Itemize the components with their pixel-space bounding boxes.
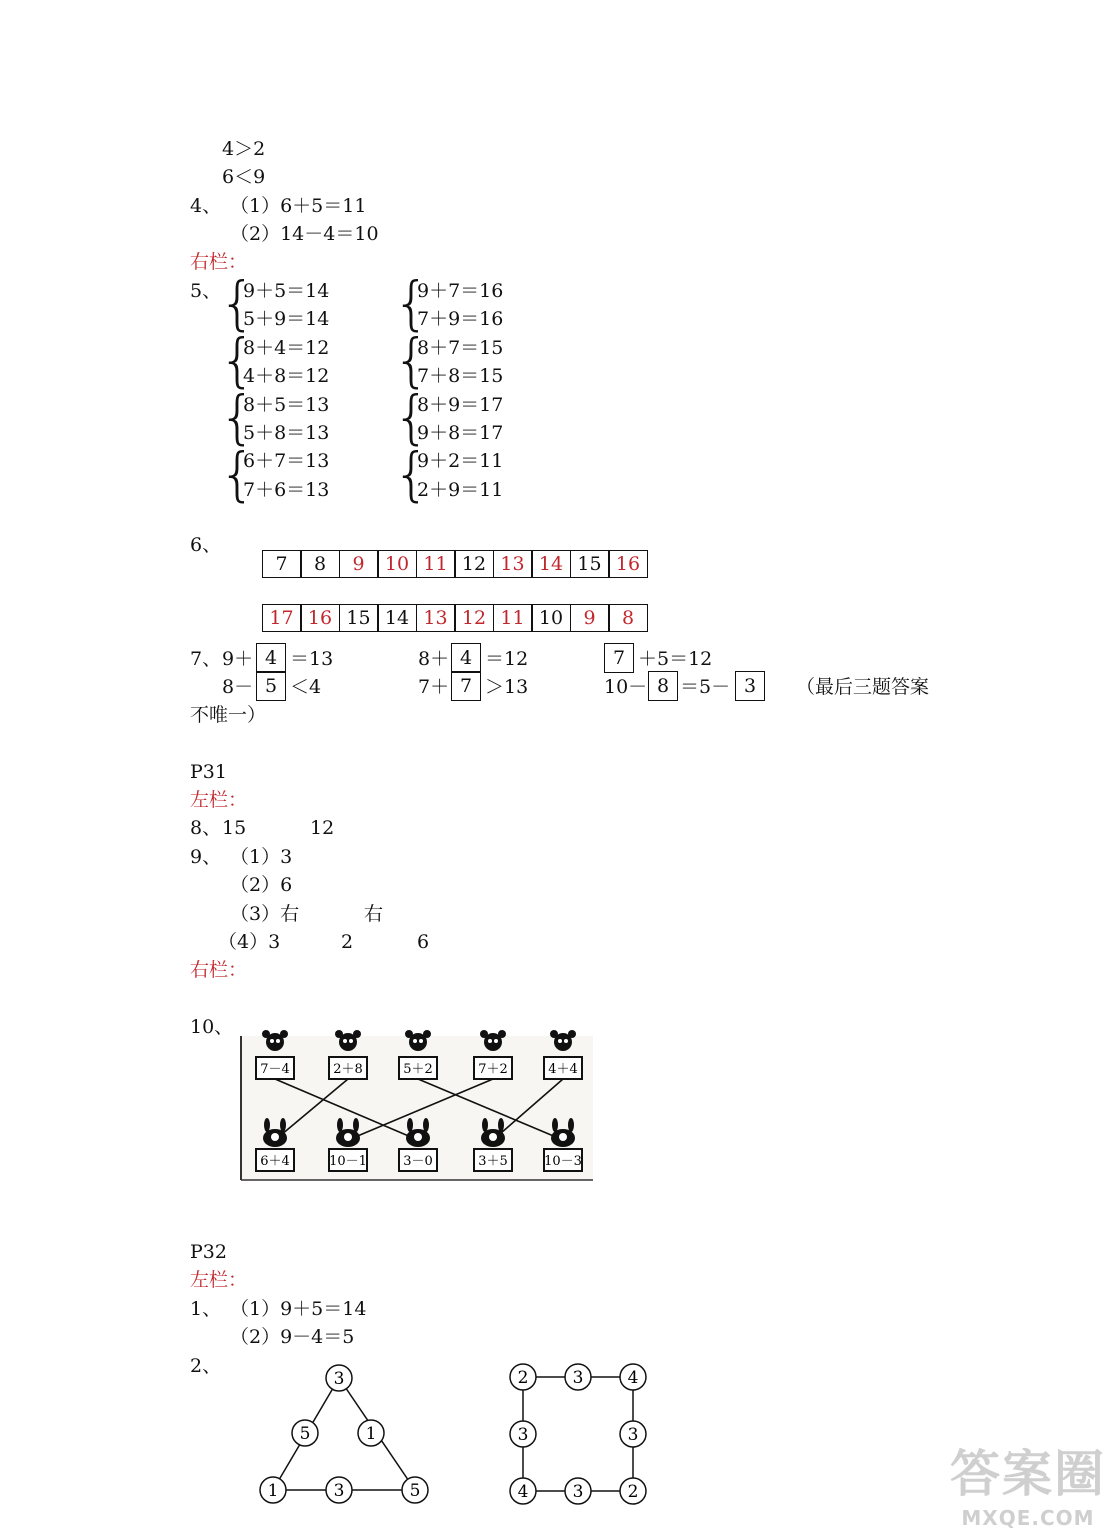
sequence-cell: 15 <box>570 550 610 578</box>
svg-text:2: 2 <box>627 1482 639 1502</box>
equation: 9＋5＝14 <box>243 280 330 302</box>
svg-text:1: 1 <box>267 1481 279 1501</box>
equation-part: 7＋ <box>418 676 450 698</box>
number-node <box>326 1365 352 1391</box>
sequence-cell: 9 <box>339 550 379 578</box>
answer-line: （2）6 <box>230 874 293 896</box>
triangle-diagram <box>250 1358 440 1508</box>
expression-label: 10－3 <box>544 1154 582 1169</box>
answer-value: 12 <box>310 817 335 839</box>
page-heading: P31 <box>190 761 227 783</box>
equation: 5＋9＝14 <box>243 308 330 330</box>
sequence-cell: 16 <box>608 550 648 578</box>
equation-part: ＝13 <box>290 648 334 670</box>
equation-part: ＋5＝12 <box>638 648 713 670</box>
equation: 9＋2＝11 <box>417 450 504 472</box>
svg-text:3: 3 <box>572 1482 584 1502</box>
equation: 6＋7＝13 <box>243 450 330 472</box>
expression-label: 5＋2 <box>403 1062 433 1077</box>
number-sequence-row <box>263 550 648 578</box>
brace: { <box>219 269 256 337</box>
answer-value: 6 <box>417 931 430 953</box>
answer-line: （4）3 <box>218 931 281 953</box>
number-node <box>510 1364 536 1390</box>
expression-label: 4＋4 <box>548 1062 578 1077</box>
matching-figure <box>238 1022 598 1184</box>
svg-text:3: 3 <box>333 1481 345 1501</box>
answer-line: （3）右 <box>230 903 300 925</box>
sequence-cell: 8 <box>608 604 648 632</box>
answer-value: 右 <box>364 903 384 925</box>
answer-box: 3 <box>735 671 765 701</box>
number-node <box>620 1364 646 1390</box>
question-number: 10、 <box>190 1016 234 1038</box>
number-node <box>292 1420 318 1446</box>
equation-part: ＞13 <box>485 676 529 698</box>
question-number: 1、 <box>190 1298 222 1320</box>
equation-part: ＜4 <box>290 676 322 698</box>
number-node <box>620 1478 646 1504</box>
svg-text:2: 2 <box>517 1368 529 1388</box>
sequence-cell: 14 <box>377 604 417 632</box>
answer-line: 4＞2 <box>222 138 266 160</box>
answer-line: （2）9－4＝5 <box>230 1326 355 1348</box>
svg-text:3: 3 <box>517 1425 529 1445</box>
answer-box: 7 <box>604 643 634 673</box>
equation-part: 8＋ <box>418 648 450 670</box>
expression-label: 3－0 <box>403 1154 433 1169</box>
sequence-cell: 11 <box>416 550 456 578</box>
equation-part: 8－ <box>222 676 254 698</box>
sequence-cell: 13 <box>416 604 456 632</box>
equation: 4＋8＝12 <box>243 365 330 387</box>
question-number: 2、 <box>190 1355 222 1377</box>
expression-label: 2＋8 <box>333 1062 363 1077</box>
equation: 5＋8＝13 <box>243 422 330 444</box>
equation: 8＋7＝15 <box>417 337 504 359</box>
note: 不唯一） <box>190 704 267 726</box>
equation-part: ＝5－ <box>680 676 731 698</box>
question-number: 9、 <box>190 846 222 868</box>
section-label: 左栏： <box>190 1269 248 1291</box>
brace: { <box>219 440 256 508</box>
expression-label: 7－4 <box>260 1062 290 1077</box>
answer-line: （1）6＋5＝11 <box>230 195 367 217</box>
sequence-cell: 12 <box>454 550 494 578</box>
page-heading: P32 <box>190 1241 227 1263</box>
equation: 9＋8＝17 <box>417 422 504 444</box>
equation: 7＋9＝16 <box>417 308 504 330</box>
sequence-cell: 11 <box>493 604 533 632</box>
sequence-cell: 10 <box>531 604 571 632</box>
brace: { <box>219 326 256 394</box>
question-number: 5、 <box>190 280 222 302</box>
equation-part: 9＋ <box>222 648 254 670</box>
svg-text:4: 4 <box>627 1368 639 1388</box>
sequence-cell: 13 <box>493 550 533 578</box>
number-node <box>565 1364 591 1390</box>
equation: 7＋6＝13 <box>243 479 330 501</box>
equation: 2＋9＝11 <box>417 479 504 501</box>
section-label: 右栏： <box>190 959 248 981</box>
number-node <box>402 1477 428 1503</box>
answer-line: （1）9＋5＝14 <box>230 1298 367 1320</box>
answer-box: 8 <box>648 671 678 701</box>
brace: { <box>393 383 430 451</box>
brace: { <box>219 383 256 451</box>
number-node <box>510 1478 536 1504</box>
number-node <box>358 1420 384 1446</box>
sequence-cell: 16 <box>300 604 340 632</box>
sequence-cell: 7 <box>262 550 302 578</box>
question-number: 4、 <box>190 195 222 217</box>
equation: 7＋8＝15 <box>417 365 504 387</box>
expression-label: 3＋5 <box>478 1154 508 1169</box>
answer-value: 15 <box>222 817 247 839</box>
answer-box: 4 <box>256 643 286 673</box>
answer-line: （2）14－4＝10 <box>230 223 379 245</box>
note: （最后三题答案 <box>796 676 930 698</box>
brace: { <box>393 440 430 508</box>
answer-box: 5 <box>256 671 286 701</box>
diagram-edge <box>523 1377 633 1491</box>
answer-box: 4 <box>451 643 481 673</box>
svg-text:3: 3 <box>572 1368 584 1388</box>
question-number: 6、 <box>190 534 222 556</box>
svg-text:5: 5 <box>299 1424 311 1444</box>
sequence-cell: 14 <box>531 550 571 578</box>
number-node <box>565 1478 591 1504</box>
svg-text:3: 3 <box>627 1425 639 1445</box>
sequence-cell: 12 <box>454 604 494 632</box>
sequence-cell: 17 <box>262 604 302 632</box>
equation-part: ＝12 <box>485 648 529 670</box>
svg-text:4: 4 <box>517 1482 529 1502</box>
sequence-cell: 8 <box>300 550 340 578</box>
expression-label: 7＋2 <box>478 1062 508 1077</box>
equation: 8＋5＝13 <box>243 394 330 416</box>
expression-label: 6＋4 <box>260 1154 290 1169</box>
equation: 9＋7＝16 <box>417 280 504 302</box>
watermark-url: MXQE.COM <box>961 1506 1095 1530</box>
brace: { <box>393 326 430 394</box>
number-node <box>326 1477 352 1503</box>
svg-text:1: 1 <box>365 1424 377 1444</box>
brace: { <box>393 269 430 337</box>
equation-part: 10－ <box>604 676 648 698</box>
square-diagram <box>500 1358 660 1508</box>
question-number: 8、 <box>190 817 222 839</box>
answer-line: 6＜9 <box>222 166 266 188</box>
answer-line: （1）3 <box>230 846 293 868</box>
number-node <box>620 1421 646 1447</box>
answer-value: 2 <box>341 931 354 953</box>
sequence-cell: 15 <box>339 604 379 632</box>
svg-text:5: 5 <box>409 1481 421 1501</box>
section-label: 左栏： <box>190 789 248 811</box>
watermark-logo <box>950 1434 1106 1530</box>
number-node <box>510 1421 536 1447</box>
sequence-cell: 10 <box>377 550 417 578</box>
number-node <box>260 1477 286 1503</box>
expression-label: 10－1 <box>329 1154 367 1169</box>
number-sequence-row <box>263 604 648 632</box>
equation: 8＋9＝17 <box>417 394 504 416</box>
watermark-title: 答案圈 <box>950 1445 1106 1503</box>
svg-text:3: 3 <box>333 1369 345 1389</box>
question-number: 7、 <box>190 648 222 670</box>
equation: 8＋4＝12 <box>243 337 330 359</box>
sequence-cell: 9 <box>570 604 610 632</box>
section-label: 右栏： <box>190 251 248 273</box>
answer-box: 7 <box>451 671 481 701</box>
